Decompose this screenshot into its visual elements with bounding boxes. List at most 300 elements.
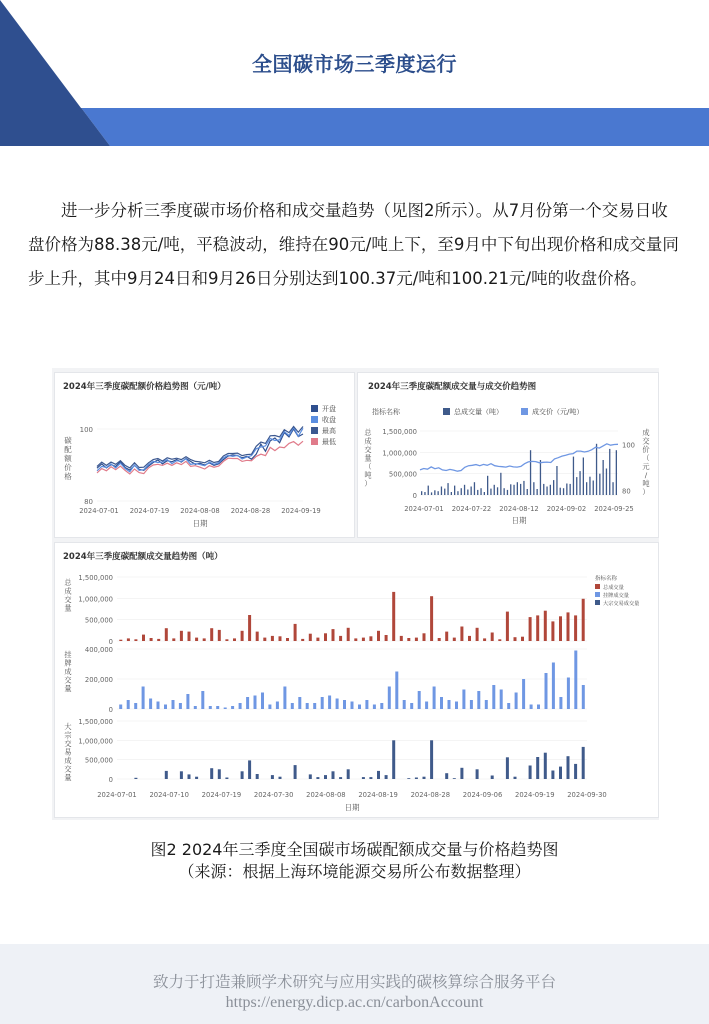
volume-bar <box>157 639 160 641</box>
volume-bar <box>127 700 130 709</box>
volume-bar <box>498 639 501 641</box>
volume-bar <box>410 703 413 709</box>
volume-bar <box>543 484 544 495</box>
y2-axis-label: ） <box>642 487 650 497</box>
volume-bar <box>291 703 294 709</box>
y-axis-label: 牌 <box>64 658 72 668</box>
page-title: 全国碳市场三季度运行 <box>252 52 457 76</box>
y-axis-label: 成 <box>64 756 72 765</box>
volume-bar <box>188 632 191 641</box>
volume-bar <box>188 774 191 779</box>
volume-bar <box>164 705 167 710</box>
volume-bar <box>451 492 452 495</box>
volume-bar <box>563 488 564 495</box>
volume-bar <box>210 628 213 641</box>
volume-bar <box>424 492 425 495</box>
volume-bar <box>279 636 282 641</box>
price-line <box>420 444 618 471</box>
volume-bar <box>550 485 551 495</box>
volume-bar <box>474 482 475 495</box>
volume-bar <box>573 457 574 495</box>
volume-bar <box>609 449 610 495</box>
volume-bar <box>309 634 312 641</box>
volume-bar <box>559 767 562 779</box>
volume-bar <box>254 696 257 710</box>
volume-bar <box>271 636 274 641</box>
volume-bar <box>464 485 465 495</box>
volume-bar <box>224 708 227 710</box>
volume-bar <box>448 700 451 709</box>
body-paragraph: 进一步分析三季度碳市场价格和成交量趋势（见图2所示）。从7月份第一个交易日收盘价格为88.38元/吨，平稳波动，维持在90元/吨上下，至9月中下旬出现价格和成交量同步上升，其中9月24日和9月26日分别达到100.37元/吨和100.21元/吨的收盘价格。 <box>28 201 679 288</box>
volume-bar <box>276 702 279 710</box>
x-tick-label: 2024-08-12 <box>499 505 539 513</box>
volume-bar <box>172 700 175 709</box>
volume-bar <box>149 699 152 710</box>
volume-bar <box>457 491 458 495</box>
volume-bar <box>567 612 570 641</box>
y-axis-label: 碳 <box>64 436 72 445</box>
y2-axis-label: 成 <box>642 428 650 437</box>
volume-bar <box>354 638 357 641</box>
volume-bar <box>559 616 562 641</box>
volume-bar <box>336 699 339 710</box>
y2-axis-label: 元 <box>642 462 650 471</box>
volume-bar <box>513 485 514 495</box>
volume-bar <box>447 483 448 495</box>
volume-bar <box>298 697 301 709</box>
volume-bar <box>415 778 418 780</box>
volume-bar <box>455 702 458 710</box>
volume-bar <box>239 703 242 709</box>
x-axis-label: 日期 <box>192 519 208 528</box>
volume-bar <box>566 484 567 496</box>
volume-bar <box>119 705 122 710</box>
volume-bar <box>201 691 204 709</box>
volume-bar <box>606 469 607 496</box>
volume-bar <box>395 672 398 710</box>
y2-axis-label: / <box>644 470 648 480</box>
volume-bar <box>497 487 498 495</box>
legend-label: 挂牌成交量 <box>603 593 629 599</box>
x-tick-label: 2024-08-28 <box>230 507 271 515</box>
volume-bar <box>142 635 145 641</box>
x-tick-label: 2024-07-01 <box>97 791 137 799</box>
volume-bar <box>216 706 219 709</box>
volume-bar <box>392 592 395 641</box>
volume-bar <box>423 633 426 641</box>
volume-bar <box>195 777 198 779</box>
volume-bar <box>306 703 309 709</box>
volume-bar <box>365 700 368 709</box>
x-tick-label: 2024-09-19 <box>281 507 321 515</box>
volume-bar <box>195 638 198 641</box>
legend-title: 指标名称 <box>595 576 618 582</box>
volume-bar <box>321 697 324 709</box>
footer-slogan: 致力于打造兼顾学术研究与应用实践的碳核算综合服务平台 <box>152 973 556 991</box>
y-axis-label: ） <box>364 479 372 488</box>
x-tick-label: 2024-07-19 <box>201 791 242 799</box>
volume-bar <box>582 599 585 641</box>
volume-bar <box>599 474 600 495</box>
y-axis-label: 交 <box>64 739 72 748</box>
volume-bar <box>428 486 429 495</box>
volume-bar <box>476 769 479 779</box>
volume-bar <box>471 487 472 496</box>
legend-label: 最低 <box>322 438 336 446</box>
volume-bar <box>612 482 613 495</box>
volume-bar <box>134 703 137 709</box>
volume-bar <box>546 487 547 496</box>
volume-bar <box>537 705 540 710</box>
volume-bar <box>438 491 439 495</box>
volume-bar <box>343 700 346 709</box>
volume-bar <box>510 484 511 495</box>
x-tick-label: 2024-09-02 <box>546 505 587 513</box>
volume-bar <box>461 488 462 495</box>
volume-bar <box>241 631 244 641</box>
volume-bar <box>540 460 541 495</box>
volume-bar <box>362 777 365 779</box>
x-tick-label: 2024-08-28 <box>410 791 451 799</box>
volume-price-chart <box>358 373 658 537</box>
figure-caption <box>0 839 709 883</box>
volume-bar <box>203 638 206 641</box>
volume-bar <box>418 691 421 709</box>
volume-bar <box>339 636 342 641</box>
volume-bar <box>560 488 561 495</box>
y-axis-label: 宗 <box>64 730 72 740</box>
legend-label: 最高 <box>322 427 336 435</box>
volume-bar <box>445 632 448 641</box>
legend-label: 总成交量 <box>603 585 624 591</box>
volume-bar <box>385 635 388 641</box>
y-axis-label: 量 <box>64 773 72 782</box>
x-axis-label: 日期 <box>511 516 527 525</box>
volume-bar <box>421 491 422 495</box>
volume-bar <box>536 615 539 641</box>
legend-title: 指标名称 <box>372 408 400 416</box>
y2-tick-label: 80 <box>622 487 631 496</box>
volume-bar <box>533 482 534 495</box>
y-axis-label: （ <box>364 462 372 471</box>
volume-bar <box>579 471 580 495</box>
legend-label: 总成交量（吨） <box>454 408 503 416</box>
y-tick-label: 500,000 <box>84 756 113 765</box>
volume-bar <box>172 638 175 641</box>
volume-bar <box>377 771 380 779</box>
volume-bar <box>430 596 433 641</box>
volume-price-chart-panel <box>357 372 659 538</box>
volume-bar <box>248 615 251 641</box>
volume-bar <box>268 705 271 710</box>
volume-bar <box>574 651 577 710</box>
y-axis-label: 量 <box>64 684 72 693</box>
legend-swatch <box>443 408 450 415</box>
volume-bar <box>180 771 183 779</box>
y-axis-label: 总 <box>364 428 372 437</box>
caption-line-1: 图2 2024年三季度全国碳市场碳配额成交量与价格趋势图 <box>150 840 559 859</box>
volume-bar <box>507 703 510 709</box>
y-axis-label: 量 <box>64 603 72 613</box>
volume-bar <box>440 697 443 709</box>
y-axis-label: 价 <box>64 463 72 472</box>
volume-bar <box>491 776 494 780</box>
volume-bar <box>423 777 426 779</box>
volume-bar <box>351 702 354 710</box>
volume-breakdown-chart-panel <box>54 542 659 818</box>
volume-bar <box>490 489 491 495</box>
y-axis-label: 交 <box>364 445 372 454</box>
x-tick-label: 2024-07-19 <box>129 507 170 515</box>
volume-bar <box>530 705 533 710</box>
volume-bar <box>556 466 557 495</box>
y-axis-label: 成 <box>64 586 72 596</box>
volume-bar <box>248 760 251 779</box>
volume-bar <box>431 492 432 495</box>
volume-bar <box>492 685 495 709</box>
volume-bar <box>582 685 585 709</box>
volume-bar <box>332 771 335 779</box>
x-tick-label: 2024-07-10 <box>149 791 189 799</box>
volume-bar <box>369 777 372 779</box>
volume-bar <box>362 638 365 641</box>
volume-bar <box>301 639 304 641</box>
volume-bar <box>347 769 350 779</box>
volume-bar <box>453 778 456 779</box>
volume-bar <box>545 673 548 709</box>
volume-bar <box>462 690 465 710</box>
volume-bar <box>589 477 590 495</box>
y-axis-label: 总 <box>64 578 72 587</box>
x-tick-label: 2024-09-30 <box>567 791 607 799</box>
volume-bar <box>500 690 503 710</box>
y-axis-label: 配 <box>64 445 72 454</box>
volume-bar <box>504 488 505 495</box>
volume-bar <box>441 487 442 496</box>
volume-bar <box>294 765 297 779</box>
volume-breakdown-chart <box>55 543 658 817</box>
legend-label: 大宗交易成交量 <box>603 601 640 607</box>
volume-bar <box>256 774 259 779</box>
volume-bar <box>491 633 494 642</box>
y-axis-label: 吨 <box>364 470 372 480</box>
volume-bar <box>210 768 213 779</box>
volume-bar <box>294 624 297 641</box>
volume-bar <box>476 628 479 641</box>
y-tick-label: 0 <box>108 776 113 784</box>
volume-bar <box>186 694 189 709</box>
legend-label: 成交价（元/吨） <box>532 408 584 416</box>
volume-bar <box>225 639 228 641</box>
y-axis-label: 额 <box>64 454 72 463</box>
volume-bar <box>477 691 480 709</box>
chart-title: 2024年三季度碳配额价格趋势图（元/吨） <box>63 382 226 392</box>
volume-bar <box>324 775 327 779</box>
y-axis-label: 格 <box>64 472 72 481</box>
volume-bar <box>309 774 312 779</box>
legend-swatch <box>311 405 318 412</box>
volume-bar <box>551 621 554 641</box>
volume-bar <box>119 640 122 641</box>
volume-bar <box>574 615 577 641</box>
y-axis-label: 大 <box>64 722 72 731</box>
volume-bar <box>127 638 130 641</box>
volume-bar <box>453 638 456 641</box>
y-tick-label: 1,500,000 <box>78 718 113 726</box>
volume-bar <box>157 702 160 710</box>
x-tick-label: 2024-07-01 <box>404 505 444 513</box>
volume-bar <box>407 638 410 641</box>
y-axis-label: 成 <box>364 436 372 446</box>
volume-bar <box>434 490 435 495</box>
volume-bar <box>218 769 221 779</box>
volume-bar <box>407 778 410 779</box>
volume-bar <box>444 489 445 495</box>
volume-bar <box>415 638 418 641</box>
volume-bar <box>347 628 350 641</box>
volume-bar <box>438 638 441 641</box>
legend-swatch <box>311 427 318 434</box>
volume-bar <box>134 778 137 779</box>
volume-bar <box>570 484 571 495</box>
y-tick-label: 1,000,000 <box>78 595 113 604</box>
volume-bar <box>150 638 153 641</box>
volume-bar <box>380 703 383 709</box>
y-tick-label: 500,000 <box>84 616 113 625</box>
volume-bar <box>487 476 488 495</box>
volume-bar <box>332 629 335 641</box>
y-tick-label: 80 <box>84 498 93 506</box>
legend-swatch <box>595 584 600 589</box>
y-axis-label: 成 <box>64 667 72 676</box>
y-tick-label: 400,000 <box>84 646 113 654</box>
volume-bar <box>536 757 539 779</box>
y-axis-label: 易 <box>64 747 72 757</box>
volume-bar <box>552 663 555 710</box>
y2-axis-label: 吨 <box>642 479 650 488</box>
volume-bar <box>529 766 532 780</box>
volume-bar <box>256 632 259 641</box>
figure <box>52 368 659 820</box>
volume-bar <box>179 703 182 709</box>
volume-bar <box>218 630 221 641</box>
volume-bar <box>553 480 554 495</box>
volume-bar <box>134 639 137 641</box>
y-tick-label: 1,000,000 <box>382 449 417 458</box>
legend-label: 收盘 <box>322 416 336 424</box>
volume-bar <box>400 636 403 641</box>
legend-swatch <box>595 592 600 597</box>
volume-bar <box>385 775 388 779</box>
volume-bar <box>520 484 521 495</box>
volume-bar <box>477 490 478 495</box>
volume-bar <box>494 485 495 495</box>
x-tick-label: 2024-07-01 <box>79 507 119 515</box>
volume-bar <box>551 771 554 780</box>
legend-swatch <box>311 416 318 423</box>
x-tick-label: 2024-08-19 <box>358 791 398 799</box>
price-chart-panel <box>54 372 355 538</box>
volume-bar <box>468 636 471 641</box>
volume-bar <box>373 705 376 710</box>
volume-bar <box>180 631 183 641</box>
x-tick-label: 2024-07-30 <box>253 791 294 799</box>
legend-swatch <box>311 438 318 445</box>
volume-bar <box>324 633 327 641</box>
volume-bar <box>246 697 249 709</box>
volume-bar <box>328 696 331 710</box>
volume-bar <box>616 450 617 495</box>
x-tick-label: 2024-09-19 <box>515 791 555 799</box>
volume-bar <box>316 777 319 779</box>
volume-bar <box>445 773 448 779</box>
volume-bar <box>567 756 570 779</box>
volume-bar <box>514 637 517 641</box>
volume-bar <box>514 777 517 779</box>
volume-bar <box>433 687 436 710</box>
volume-bar <box>544 753 547 779</box>
volume-bar <box>209 706 212 709</box>
volume-bar <box>483 638 486 641</box>
legend-label: 开盘 <box>322 405 336 413</box>
volume-bar <box>484 492 485 495</box>
volume-bar <box>369 636 372 641</box>
x-tick-label: 2024-07-22 <box>451 505 492 513</box>
volume-bar <box>500 473 501 495</box>
volume-bar <box>263 638 266 641</box>
series-line-1 <box>97 428 303 472</box>
volume-bar <box>165 771 168 779</box>
volume-bar <box>392 740 395 779</box>
volume-bar <box>574 764 577 779</box>
y-axis-label: 交 <box>64 595 72 604</box>
volume-bar <box>515 693 518 710</box>
x-tick-label: 2024-09-25 <box>594 505 634 513</box>
volume-bar <box>521 637 524 641</box>
y-tick-label: 200,000 <box>84 676 113 684</box>
volume-bar <box>194 706 197 709</box>
volume-bar <box>480 488 481 495</box>
volume-bar <box>142 687 145 710</box>
volume-bar <box>593 481 594 496</box>
y2-axis-label: （ <box>642 453 650 463</box>
y-axis-label: 量 <box>364 453 372 463</box>
volume-bar <box>603 460 604 495</box>
y-tick-label: 1,000,000 <box>78 737 113 746</box>
volume-bar <box>537 489 538 495</box>
volume-bar <box>286 638 289 641</box>
volume-bar <box>225 778 228 780</box>
volume-bar <box>470 700 473 709</box>
volume-bar <box>460 768 463 779</box>
y-tick-label: 1,500,000 <box>78 574 113 582</box>
volume-bar <box>530 450 531 495</box>
footer <box>0 944 709 1024</box>
y-tick-label: 100 <box>79 426 93 434</box>
volume-bar <box>313 703 316 709</box>
volume-bar <box>517 482 518 495</box>
volume-bar <box>316 638 319 641</box>
footer-url[interactable]: https://energy.dicp.ac.cn/carbonAccount <box>225 994 484 1011</box>
y2-axis-label: 价 <box>642 445 650 454</box>
volume-bar <box>165 628 168 641</box>
volume-bar <box>527 489 528 495</box>
volume-bar <box>231 706 234 709</box>
volume-bar <box>339 777 342 779</box>
y-axis-label: 挂 <box>64 650 72 659</box>
volume-bar <box>583 458 584 496</box>
y-tick-label: 500,000 <box>388 470 417 479</box>
